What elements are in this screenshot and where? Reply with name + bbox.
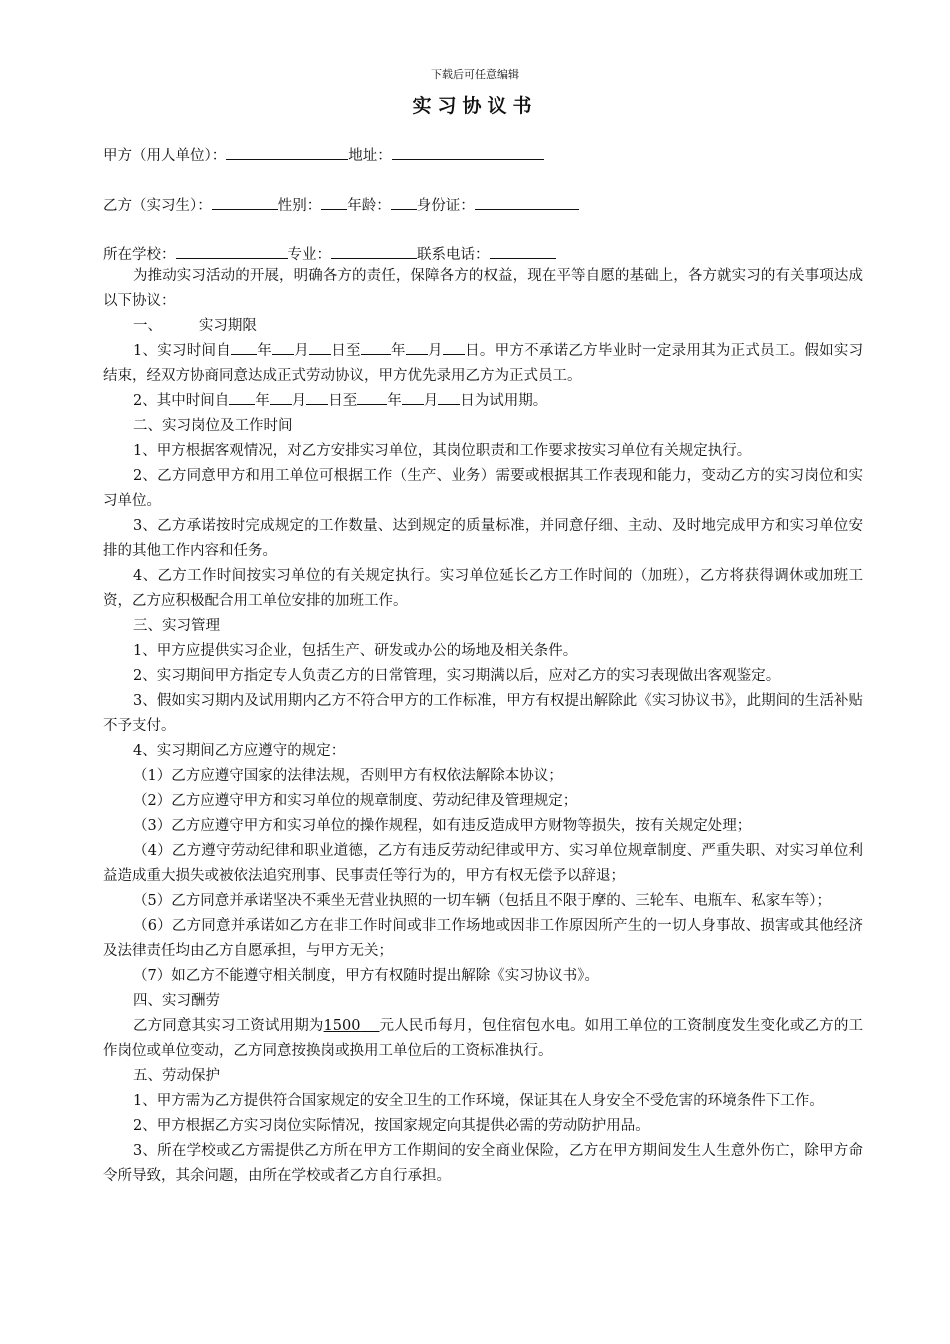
salary-amount[interactable]: 1500 xyxy=(323,1018,361,1034)
section-3-subitem: （4）乙方遵守劳动纪律和职业道德，乙方有违反劳动纪律或甲方、实习单位规章制度、严重失职、对实习单位利益造成重大损失或被依法追究刑事、民事责任等行为的，甲方有权无偿予以辞退； xyxy=(103,843,863,884)
address-label: 地址： xyxy=(348,148,392,164)
section-3-heading: 三、实习管理 xyxy=(133,618,220,634)
party-b-label: 乙方（实习生）： xyxy=(103,198,212,214)
party-a-blank[interactable] xyxy=(226,144,348,160)
section-1-heading: 一、 实习期限 xyxy=(133,318,257,334)
phone-blank[interactable] xyxy=(490,243,556,259)
school-blank[interactable] xyxy=(176,243,288,259)
party-b-row xyxy=(103,194,579,215)
section-3-item: 2、实习期间甲方指定专人负责乙方的日常管理，实习期满以后，应对乙方的实习表现做出客观鉴定。 xyxy=(133,668,781,684)
section-5-item: 3、所在学校或乙方需提供乙方所在甲方工作期间的安全商业保险，乙方在甲方期间发生人生意外伤亡，除甲方命令所导致，其余问题，由所在学校或者乙方自行承担。 xyxy=(103,1143,863,1184)
document-title: 实习协议书 xyxy=(412,95,538,117)
party-a-row xyxy=(103,144,544,165)
section-5-item: 2、甲方根据乙方实习岗位实际情况，按国家规定向其提供必需的劳动防护用品。 xyxy=(133,1118,650,1134)
section-2-item: 4、乙方工作时间按实习单位的有关规定执行。实习单位延长乙方工作时间的（加班），乙方将获得调休或加班工资，乙方应积极配合用工单位安排的加班工作。 xyxy=(103,568,863,609)
school-label: 所在学校： xyxy=(103,247,176,263)
section-2-item: 1、甲方根据客观情况，对乙方安排实习单位，其岗位职责和工作要求按实习单位有关规定执行。 xyxy=(133,443,752,459)
intro-paragraph: 为推动实习活动的开展，明确各方的责任，保障各方的权益，现在平等自愿的基础上，各方就实习的有关事项达成以下协议： xyxy=(103,268,863,309)
section-3-subitem: （5）乙方同意并承诺坚决不乘坐无营业执照的一切车辆（包括且不限于摩的、三轮车、电瓶车、私家车等）； xyxy=(133,893,831,909)
agreement-body xyxy=(103,264,863,1189)
section-5-item: 1、甲方需为乙方提供符合国家规定的安全卫生的工作环境，保证其在人身安全不受危害的环境条件下工作。 xyxy=(133,1093,824,1109)
school-row xyxy=(103,243,556,264)
section-3-subitem: （3）乙方应遵守甲方和实习单位的操作规程，如有违反造成甲方财物等损失，按有关规定处理； xyxy=(133,818,752,834)
section-3-subitem: （7）如乙方不能遵守相关制度，甲方有权随时提出解除《实习协议书》。 xyxy=(133,968,599,984)
id-label: 身份证： xyxy=(416,198,475,214)
party-b-blank[interactable] xyxy=(212,194,278,210)
section-2-item: 3、乙方承诺按时完成规定的工作数量、达到规定的质量标准，并同意仔细、主动、及时地完成甲方和实习单位安排的其他工作内容和任务。 xyxy=(103,518,863,559)
section-3-subitem: （6）乙方同意并承诺如乙方在非工作时间或非工作场地或因非工作原因所产生的一切人身事故、损害或其他经济及法律责任均由乙方自愿承担，与甲方无关； xyxy=(103,918,863,959)
header-note: 下载后可任意编辑 xyxy=(431,68,519,81)
section-3-subitem: （2）乙方应遵守甲方和实习单位的规章制度、劳动纪律及管理规定； xyxy=(133,793,578,809)
major-blank[interactable] xyxy=(331,243,417,259)
age-label: 年龄： xyxy=(347,198,391,214)
section-3-subitem: （1）乙方应遵守国家的法律法规，否则甲方有权依法解除本协议； xyxy=(133,768,563,784)
major-label: 专业： xyxy=(287,247,331,263)
id-blank[interactable] xyxy=(475,194,579,210)
address-blank[interactable] xyxy=(392,144,544,160)
gender-label: 性别： xyxy=(277,198,322,214)
section-3-item: 3、假如实习期内及试用期内乙方不符合甲方的工作标准，甲方有权提出解除此《实习协议书》，此期间的生活补贴不予支付。 xyxy=(103,693,863,734)
section-2-heading: 二、实习岗位及工作时间 xyxy=(133,418,293,434)
section-3-item: 4、实习期间乙方应遵守的规定： xyxy=(133,743,346,759)
gender-blank[interactable] xyxy=(321,194,347,210)
phone-label: 联系电话： xyxy=(417,247,490,263)
section-4-paragraph: 乙方同意其实习工资试用期为1500 元人民币每月，包住宿包水电。如用工单位的工资制度发生变化或乙方的工作岗位或单位变动，乙方同意按换岗或换用工单位后的工资标准执行。 xyxy=(103,1018,863,1059)
section-5-heading: 五、劳动保护 xyxy=(133,1068,220,1084)
section-1-item-2: 2、其中时间自 年 月 日至 年 月 日为试用期。 xyxy=(103,389,863,414)
age-blank[interactable] xyxy=(391,194,417,210)
section-1-item-1: 1、实习时间自 年 月 日至 年 月 日。甲方不承诺乙方毕业时一定录用其为正式员工。假如实习结束，经双方协商同意达成正式劳动协议，甲方优先录用乙方为正式员工。 xyxy=(103,339,863,389)
section-4-heading: 四、实习酬劳 xyxy=(133,993,220,1009)
party-a-label: 甲方（用人单位）： xyxy=(103,148,227,164)
section-3-item: 1、甲方应提供实习企业，包括生产、研发或办公的场地及相关条件。 xyxy=(133,643,578,659)
section-2-item: 2、乙方同意甲方和用工单位可根据工作（生产、业务）需要或根据其工作表现和能力，变动乙方的实习岗位和实习单位。 xyxy=(103,468,863,509)
